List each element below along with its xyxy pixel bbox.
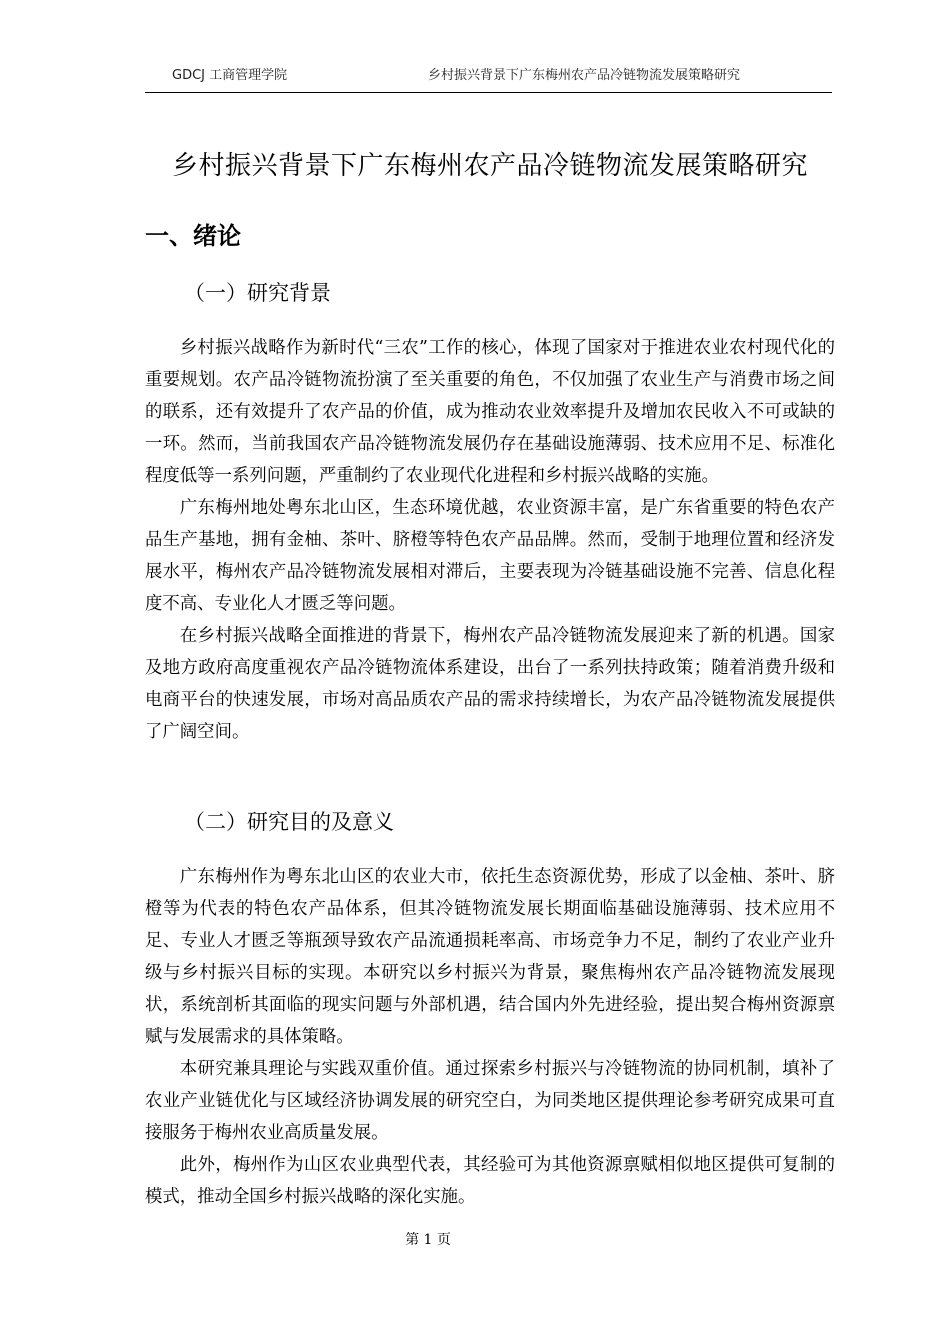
paragraph: 此外，梅州作为山区农业典型代表，其经验可为其他资源禀赋相似地区提供可复制的模式，推动全国乡村振兴战略的深化实施。 bbox=[145, 1155, 835, 1207]
section-heading-purpose: （二）研究目的及意义 bbox=[184, 810, 394, 834]
section-body-background bbox=[145, 332, 835, 748]
paragraph: 广东梅州地处粤东北山区，生态环境优越，农业资源丰富，是广东省重要的特色农产品生产基地，拥有金柚、茶叶、脐橙等特色农产品品牌。然而，受制于地理位置和经济发展水平，梅州农产品冷链物流发展相对滞后，主要表现为冷链基础设施不完善、信息化程度不高、专业化人才匮乏等问题。 bbox=[145, 498, 835, 614]
paragraph: 本研究兼具理论与实践双重价值。通过探索乡村振兴与冷链物流的协同机制，填补了农业产业链优化与区域经济协调发展的研究空白，为同类地区提供理论参考研究成果可直接服务于梅州农业高质量发展。 bbox=[145, 1059, 835, 1143]
paragraph: 在乡村振兴战略全面推进的背景下，梅州农产品冷链物流发展迎来了新的机遇。国家及地方政府高度重视农产品冷链物流体系建设，出台了一系列扶持政策；随着消费升级和电商平台的快速发展，市场对高品质农产品的需求持续增长，为农产品冷链物流发展提供了广阔空间。 bbox=[145, 626, 835, 742]
header-document-title: 乡村振兴背景下广东梅州农产品冷链物流发展策略研究 bbox=[428, 68, 741, 83]
paragraph: 乡村振兴战略作为新时代“三农”工作的核心，体现了国家对于推进农业农村现代化的重要规划。农产品冷链物流扮演了至关重要的角色，不仅加强了农业生产与消费市场之间的联系，还有效提升了农产品的价值，成为推动农业效率提升及增加农民收入不可或缺的一环。然而，当前我国农产品冷链物流发展仍存在基础设施薄弱、技术应用不足、标准化程度低等一系列问题，严重制约了农业现代化进程和乡村振兴战略的实施。 bbox=[145, 338, 835, 486]
section-heading-background: （一）研究背景 bbox=[184, 281, 331, 305]
page-number: 第 1 页 bbox=[405, 1232, 451, 1248]
paragraph: 广东梅州作为粤东北山区的农业大市，依托生态资源优势，形成了以金柚、茶叶、脐橙等为代表的特色农产品体系，但其冷链物流发展长期面临基础设施薄弱、技术应用不足、专业人才匮乏等瓶颈导致农产品流通损耗率高、市场竞争力不足，制约了农业产业升级与乡村振兴目标的实现。本研究以乡村振兴为背景，聚焦梅州农产品冷链物流发展现状，系统剖析其面临的现实问题与外部机遇，结合国内外先进经验，提出契合梅州资源禀赋与发展需求的具体策略。 bbox=[145, 867, 835, 1047]
header-institution: GDCJ 工商管理学院 bbox=[172, 68, 288, 83]
running-header bbox=[145, 66, 832, 86]
section-body-purpose bbox=[145, 861, 835, 1213]
header-divider bbox=[145, 92, 832, 93]
chapter-heading: 一、绪论 bbox=[145, 222, 241, 250]
document-title: 乡村振兴背景下广东梅州农产品冷链物流发展策略研究 bbox=[171, 151, 808, 181]
